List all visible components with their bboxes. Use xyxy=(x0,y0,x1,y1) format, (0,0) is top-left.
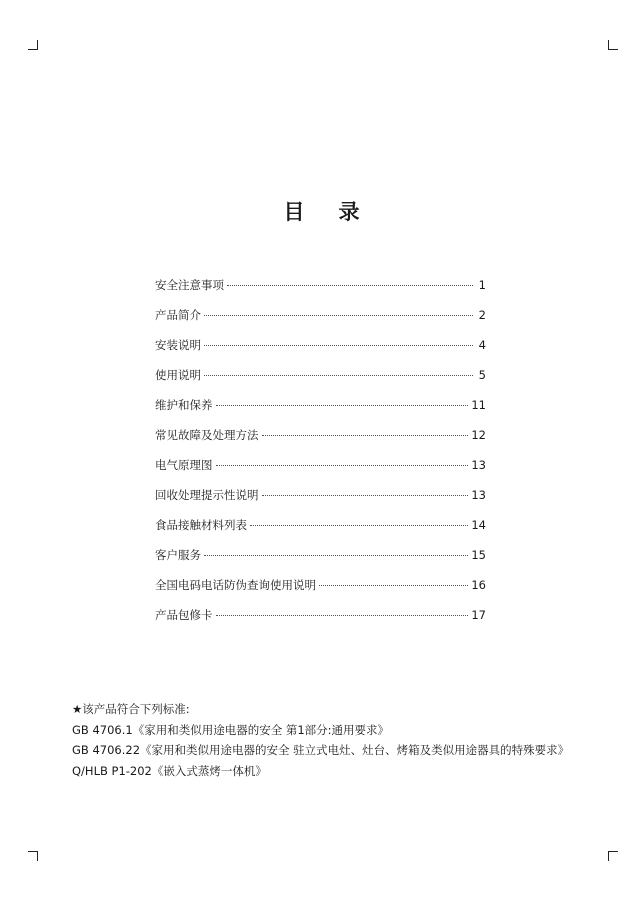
toc-entry-troubleshooting[interactable] xyxy=(155,426,486,456)
toc-entry-product-intro[interactable] xyxy=(155,306,486,336)
table-of-contents xyxy=(155,276,486,636)
toc-leader-dots xyxy=(319,585,468,586)
toc-entry-page: 15 xyxy=(471,548,486,562)
toc-leader-dots xyxy=(227,285,473,286)
toc-leader-dots xyxy=(204,555,468,556)
toc-leader-dots xyxy=(250,525,468,526)
toc-leader-dots xyxy=(262,495,469,496)
toc-entry-page: 16 xyxy=(471,578,486,592)
toc-leader-dots xyxy=(216,405,469,406)
toc-leader-dots xyxy=(216,465,469,466)
toc-entry-page: 4 xyxy=(478,338,486,352)
toc-entry-maintenance[interactable] xyxy=(155,396,486,426)
toc-entry-usage[interactable] xyxy=(155,366,486,396)
toc-leader-dots xyxy=(262,435,469,436)
toc-entry-label: 客户服务 xyxy=(155,548,201,562)
toc-entry-label: 食品接触材料列表 xyxy=(155,518,247,532)
toc-entry-page: 11 xyxy=(471,398,486,412)
toc-entry-page: 1 xyxy=(478,278,486,292)
toc-entry-customer-service[interactable] xyxy=(155,546,486,576)
title-char-1: 目 xyxy=(283,200,305,224)
page-title xyxy=(0,196,643,226)
standard-line: GB 4706.22《家用和类似用途电器的安全 驻立式电灶、灶台、烤箱及类似用途器具的特殊要求》 xyxy=(72,743,570,757)
toc-entry-page: 2 xyxy=(478,308,486,322)
toc-entry-label: 使用说明 xyxy=(155,368,201,382)
toc-entry-anti-counterfeit[interactable] xyxy=(155,576,486,606)
standards-section xyxy=(72,699,602,781)
toc-entry-label: 产品简介 xyxy=(155,308,201,322)
toc-leader-dots xyxy=(204,345,473,346)
toc-entry-label: 电气原理图 xyxy=(155,458,213,472)
crop-mark-top-left xyxy=(28,40,38,50)
crop-mark-bottom-left xyxy=(28,851,38,861)
standard-line: GB 4706.1《家用和类似用途电器的安全 第1部分:通用要求》 xyxy=(72,722,390,737)
toc-entry-safety[interactable] xyxy=(155,276,486,306)
standards-heading: ★该产品符合下列标准: xyxy=(72,702,190,716)
toc-entry-food-contact-materials[interactable] xyxy=(155,516,486,546)
toc-entry-page: 17 xyxy=(471,608,486,622)
toc-entry-page: 12 xyxy=(471,428,486,442)
title-char-2: 录 xyxy=(338,200,360,224)
crop-mark-bottom-right xyxy=(608,851,618,861)
toc-leader-dots xyxy=(204,315,473,316)
toc-entry-page: 13 xyxy=(471,488,486,502)
toc-entry-label: 全国电码电话防伪查询使用说明 xyxy=(155,578,316,592)
toc-entry-label: 安全注意事项 xyxy=(155,278,224,292)
toc-leader-dots xyxy=(216,615,469,616)
toc-entry-page: 14 xyxy=(471,518,486,532)
toc-entry-recycling[interactable] xyxy=(155,486,486,516)
toc-entry-label: 产品包修卡 xyxy=(155,608,213,622)
toc-entry-page: 13 xyxy=(471,458,486,472)
crop-mark-top-right xyxy=(608,40,618,50)
toc-entry-label: 安装说明 xyxy=(155,338,201,352)
toc-entry-label: 维护和保养 xyxy=(155,398,213,412)
toc-entry-wiring-diagram[interactable] xyxy=(155,456,486,486)
toc-entry-label: 常见故障及处理方法 xyxy=(155,428,259,442)
standard-line: Q/HLB P1-202《嵌入式蒸烤一体机》 xyxy=(72,763,267,778)
toc-entry-warranty-card[interactable] xyxy=(155,606,486,636)
toc-leader-dots xyxy=(204,375,473,376)
toc-entry-label: 回收处理提示性说明 xyxy=(155,488,259,502)
toc-entry-page: 5 xyxy=(478,368,486,382)
toc-entry-installation[interactable] xyxy=(155,336,486,366)
